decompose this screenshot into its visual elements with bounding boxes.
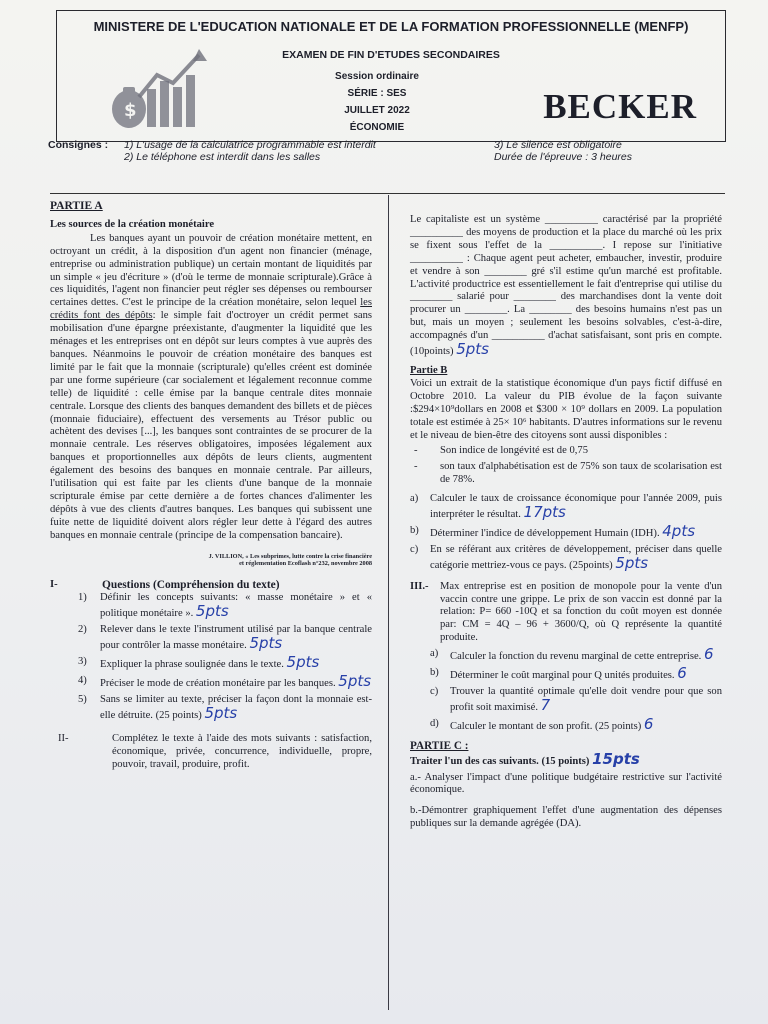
partie-b-intro: Voici un extrait de la statistique économique d'un pays fictif diffusé en Octobre 2010. La valeur du PIB évolue de la façon suivante :$294×10⁹dollars en 2008 et $300 × 10⁹ dollars en 2009. La population totale est estimée à 25× 10⁶ habitants. D'autres informations sur le revenu et le niveau de bien-être des citoyens sont aussi disponibles :	[410, 377, 722, 441]
section-2	[50, 733, 372, 772]
question-text: Calculer le montant de son profit. (25 points)	[450, 720, 642, 732]
question-item	[410, 493, 722, 522]
finance-growth-logo	[87, 47, 227, 131]
handwritten-mark: 6	[677, 664, 687, 683]
question-item	[78, 653, 372, 672]
question-number: 1)	[78, 592, 87, 604]
handwritten-mark: 5pts	[249, 634, 283, 653]
question-text: Définir les concepts suivants: « masse monétaire » et « politique monétaire ».	[100, 592, 372, 620]
question-number: c)	[430, 686, 439, 697]
question-item	[430, 714, 722, 734]
question-item	[78, 624, 372, 653]
top-rule	[50, 193, 725, 194]
section-1-number: I-	[50, 578, 58, 590]
question-number: 4)	[78, 675, 87, 686]
section-2-number: II-	[58, 732, 69, 744]
stat-bullet: - Son indice de longévité est de 0,75	[414, 445, 588, 457]
left-column	[50, 200, 372, 771]
serie-label: SÉRIE : SES	[347, 88, 407, 99]
exam-duration: Durée de l'épreuve : 3 heures	[494, 151, 633, 163]
section-1-header	[50, 579, 372, 592]
question-text: Déterminer l'indice de développement Humain (IDH).	[430, 527, 660, 539]
handwritten-mark: 6	[703, 645, 714, 664]
handwritten-mark: 5pts	[204, 703, 238, 722]
session-label: Session ordinaire	[335, 71, 419, 82]
question-number: 5)	[78, 693, 87, 705]
question-item	[430, 686, 722, 715]
subject-label: ÉCONOMIE	[349, 122, 405, 133]
question-item	[410, 544, 722, 573]
handwritten-mark: 17pts	[523, 503, 566, 522]
question-text: Relever dans le texte l'instrument utilisé par la banque centrale pour contrôler la masse monétaire.	[100, 624, 372, 652]
question-number: 3)	[78, 656, 87, 668]
partie-b-title: Partie B	[410, 364, 448, 376]
instructions	[48, 139, 718, 163]
section-1-questions	[78, 592, 372, 722]
text-part-1: Les banques ayant un pouvoir de création monétaire mettent, en octroyant un crédit, à la disposition d'un agent non financier (ménage, entreprise ou administration publique) un certain montant de liquidités par un simple « jeu d'écriture » (d'où le terme de monnaie scripturale).Grâce à ces liquidités, l'agent non financier peut régler ses dépenses ou rembourser certaines dettes. C'est le principe de la création monétaire, selon lequel	[50, 232, 372, 309]
question-item	[78, 592, 372, 621]
stat-bullet-text: Son indice de longévité est de 0,75	[440, 445, 588, 457]
exam-header	[56, 10, 726, 142]
question-text: Calculer le taux de croissance économique pour l'année 2009, puis interpréter le résultat.	[430, 493, 722, 521]
handwritten-mark: 6	[643, 714, 654, 733]
question-text: Expliquer la phrase soulignée dans le texte.	[100, 659, 284, 671]
partie-b-questions	[410, 493, 722, 573]
question-text: Préciser le mode de création monétaire par les banques.	[100, 678, 336, 689]
source-credit	[50, 553, 372, 567]
partie-c-title: PARTIE C :	[410, 739, 469, 752]
question-text: Trouver la quantité optimale qu'elle doit vendre pour que son profit soit maximisé.	[450, 686, 722, 713]
instruction-2: 2) Le téléphone est interdit dans les salles	[124, 151, 321, 163]
question-number: b)	[430, 667, 439, 679]
underlined-phrase: les crédits font des dépôts	[50, 297, 372, 322]
question-item	[430, 645, 722, 664]
text-part-2: : le simple fait d'octroyer un crédit permet sans mobilisation d'une épargne préexistante, d'augmenter la liquidité que les ménages et les entreprises ont en dépôt sur leurs comptes à vue auprès des banques. Néanmoins le pouvoir de création monétaire des banques est limité par le fait que la monnaie (scripturale) qu'elles créent est dominée par une forme supérieure (car socialement et légalement reconnue comme telle) de liquidité : celle émise par la banque centrale dites monnaie centrale. Lorsque des clients des banques demandent des billets et de pièces (monnaie fiduciaire), effectuent des versements au Trésor public ou achètent des devises [...], les banques sont contraintes de se procurer de la monnaie centrale. Les réserves obligatoires, imposées légalement aux banques et proportionnelles aux dépôts de leurs clients, augmentent également des besoins des banques en monnaie centrale. Par ailleurs, l'utilisation qui est faite par les clients d'une banque de la monnaie scripturale émise par cette dernière a de fortes chances d'alimenter les dépôts à vue des clients d'autres banques. Les banques qui subissent une fuite nette de liquidité doivent alors régler leur dette à l'égard des autres banques en monnaie centrale (principe de la compensation bancaire).	[50, 310, 372, 541]
column-divider	[388, 195, 389, 1010]
svg-text:$: $	[124, 100, 137, 121]
source-credit-line-2: et réglementation Ecoflash n°232, novembre 2008	[239, 559, 372, 567]
section-3-text: Max entreprise est en position de monopole pour la vente d'un vaccin contre une grippe. Le prix de son vaccin est donné par la relation: P= 660 -10Q et sa fonction du coût moyen est donnée par: CM = 4Q – 96 + 3600/Q, où Q représente la quantité produite.	[440, 580, 722, 644]
question-number: a)	[410, 493, 419, 505]
question-number: a)	[430, 648, 439, 660]
question-text: Déterminer le coût marginal pour Q unités produites.	[450, 670, 675, 682]
question-item	[78, 672, 372, 691]
section-3-questions	[430, 645, 722, 734]
partie-c-subtitle: Traiter l'un des cas suivants. (15 points)	[410, 755, 590, 767]
question-item	[410, 521, 722, 541]
handwritten-mark: 7	[540, 695, 551, 714]
question-text: En se référant aux critères de développement, préciser dans quelle catégorie mettriez-vous ce pays. (25points)	[430, 543, 722, 571]
fill-in-paragraph: Le capitaliste est un système __________ caractérisé par la propriété __________ des moyens de production et la place du marché où les prix se fixent sous l'effet de la __________. I repose sur l'initiative __________ : Chaque agent peut acheter, embaucher, investir, produire et vendre à son ________ gré s'il estime qu'un marché est profitable. L'activité productrice est essentiellement le fait d'entreprise qui utilise du ________ salarié pour ________ des marchandises dont la vente doit procurer un ________. La ________ des besoins humains n'est pas un but, mais un moyen ; seulement les besoins solvables, c'est-à-dire, accompagnés d'un __________ d'achat satisfaisant, sont pris en compte. (10points)	[410, 214, 722, 358]
instruction-3: 3) Le silence est obligatoire	[494, 139, 622, 151]
handwritten-mark: 5pts	[286, 653, 320, 672]
brand-watermark: BECKER	[543, 87, 697, 126]
question-text: Calculer la fonction du revenu marginal de cette entreprise.	[450, 651, 702, 663]
stat-bullet: - son taux d'alphabétisation est de 75% son taux de scolarisation est de 78%.	[414, 461, 722, 486]
handwritten-mark: 5pts	[615, 553, 649, 572]
question-text: Sans se limiter au texte, préciser la façon dont la monnaie est-elle détruite. (25 points)	[100, 693, 372, 721]
question-number: c)	[410, 543, 419, 555]
section-1-title: Questions (Compréhension du texte)	[102, 578, 280, 591]
question-number: d)	[430, 717, 439, 729]
question-number: 2)	[78, 624, 87, 636]
handwritten-mark: 5pts	[338, 672, 372, 690]
exam-title: EXAMEN DE FIN D'ETUDES SECONDAIRES	[282, 49, 500, 61]
partie-c-instruction	[410, 749, 722, 769]
date-label: JUILLET 2022	[344, 105, 410, 116]
text-title: Les sources de la création monétaire	[50, 218, 215, 230]
partie-c-option-a: a.- Analyser l'impact d'une politique budgétaire restrictive sur l'activité économique.	[410, 771, 722, 796]
partie-c-option-b: b.-Démontrer graphiquement l'effet d'une augmentation des dépenses publiques sur la demande agrégée (DA).	[410, 805, 722, 830]
partie-a-title: PARTIE A	[50, 200, 103, 212]
handwritten-mark: 5pts	[195, 602, 229, 621]
right-column	[410, 214, 722, 831]
question-number: b)	[410, 524, 419, 536]
instructions-label: Consignes :	[48, 139, 109, 151]
ministry-title: MINISTERE DE L'EDUCATION NATIONALE ET DE LA FORMATION PROFESSIONNELLE (MENFP)	[93, 19, 689, 34]
handwritten-mark: 4pts	[662, 521, 696, 540]
fill-in-text	[410, 214, 722, 359]
handwritten-mark: 15pts	[592, 749, 640, 768]
instruction-1: 1) L'usage de la calculatrice programmable est interdit	[124, 139, 376, 151]
stat-bullet-text: son taux d'alphabétisation est de 75% son taux de scolarisation est de 78%.	[440, 461, 722, 486]
section-2-text: Complétez le texte à l'aide des mots suivants : satisfaction, économique, privée, concurrence, individuelle, propre, pouvoir, travail, produire, profit.	[112, 732, 372, 770]
handwritten-mark: 5pts	[456, 340, 489, 359]
section-3	[410, 581, 722, 646]
question-item	[78, 694, 372, 723]
text-paragraph	[50, 233, 372, 543]
source-credit-line-1: J. VILLION, « Les subprimes, lutte contre la crise financière	[208, 552, 372, 560]
question-item	[430, 664, 722, 683]
section-3-number: III.-	[410, 580, 429, 592]
